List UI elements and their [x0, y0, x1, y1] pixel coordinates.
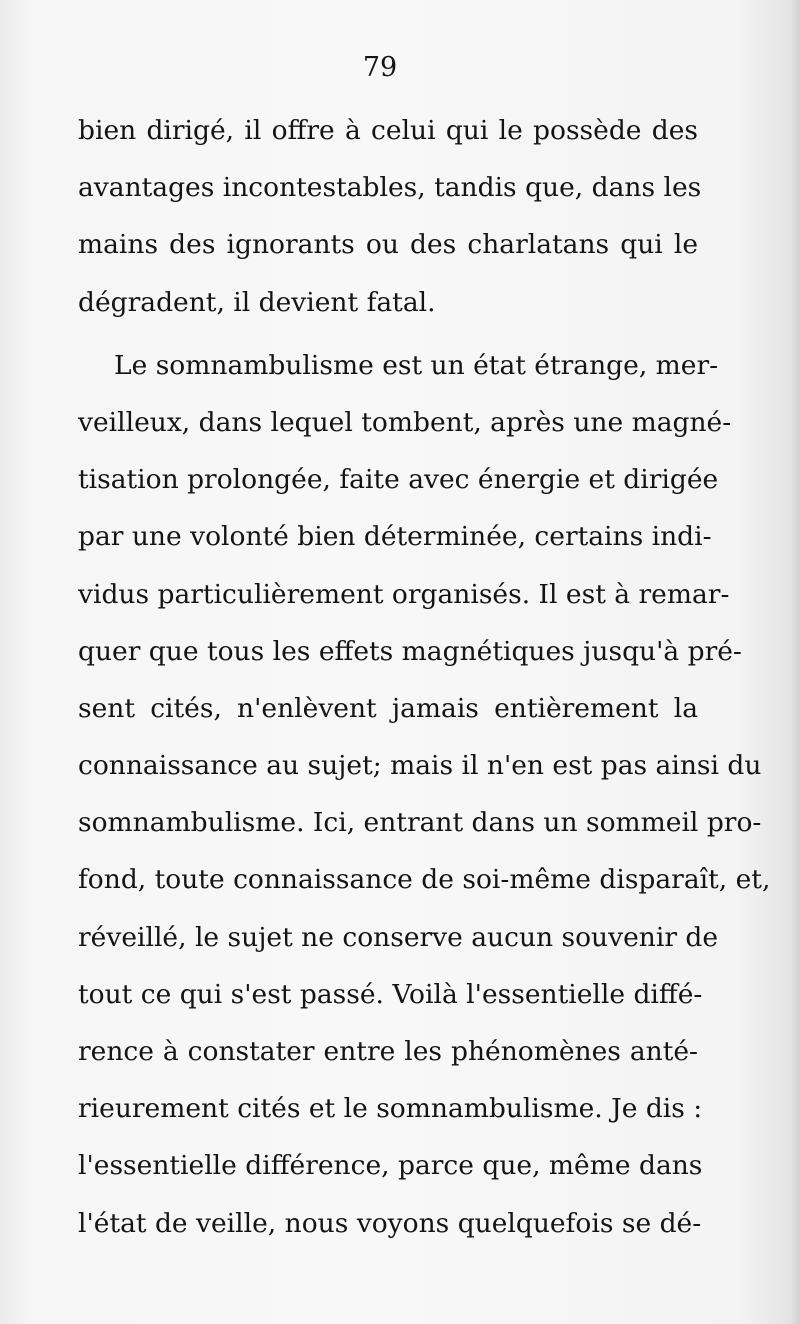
text-line: par une volonté bien déterminée, certains indi-	[78, 521, 712, 553]
text-line: dégradent, il devient fatal.	[78, 286, 436, 318]
text-line: l'état de veille, nous voyons quelquefois se dé-	[78, 1207, 702, 1239]
text-line: mains des ignorants ou des charlatans qui le	[78, 229, 698, 261]
text-line: bien dirigé, il offre à celui qui le possède des	[78, 115, 698, 146]
body-text	[78, 102, 771, 1252]
text-line: quer que tous les effets magnétiques jusqu'à pré-	[78, 635, 742, 667]
text-line: réveillé, le sujet ne conserve aucun souvenir de	[78, 921, 719, 953]
text-line: vidus particulièrement organisés. Il est à remar-	[78, 578, 730, 610]
text-line: tout ce qui s'est passé. Voilà l'essentielle diffé-	[78, 978, 703, 1010]
page-number: 79	[362, 52, 398, 83]
text-line: tisation prolongée, faite avec énergie et dirigée	[78, 464, 719, 496]
text-line: somnambulisme. Ici, entrant dans un sommeil pro-	[78, 807, 762, 839]
text-line: connaissance au sujet; mais il n'en est pas ainsi du	[78, 750, 762, 782]
text-line: Le somnambulisme est un état étrange, mer-	[114, 349, 719, 381]
text-line: rieurement cités et le somnambulisme. Je dis :	[78, 1093, 703, 1125]
text-line: rence à constater entre les phénomènes anté-	[78, 1036, 698, 1067]
text-line: avantages incontestables, tandis que, dans les	[78, 172, 702, 204]
text-line: sent cités, n'enlèvent jamais entièrement la	[78, 692, 698, 724]
text-line: veilleux, dans lequel tombent, après une magné-	[78, 406, 732, 438]
text-line: fond, toute connaissance de soi-même disparaît, et,	[78, 864, 771, 896]
text-line: l'essentielle différence, parce que, même dans	[78, 1150, 703, 1182]
